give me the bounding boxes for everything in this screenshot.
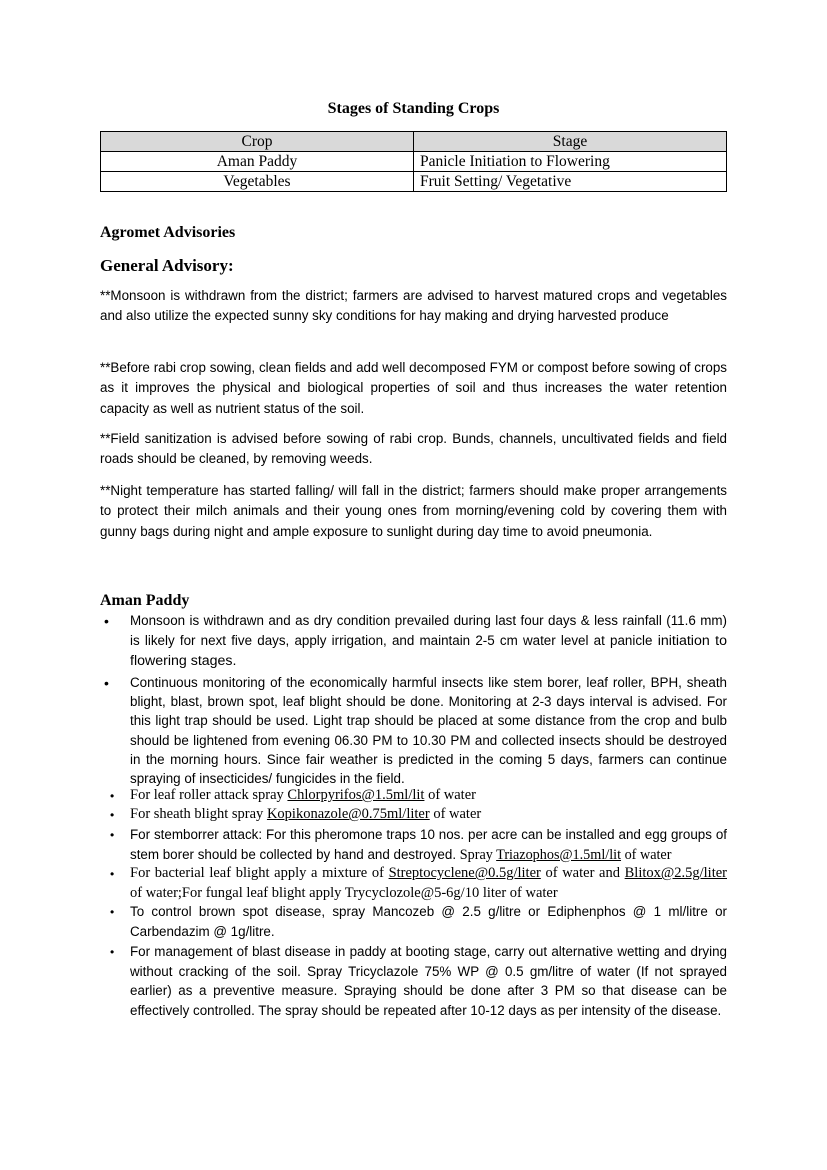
table-title: Stages of Standing Crops [327,100,500,117]
irrigation-advice-tail: initiation to flowering stages. [130,632,728,669]
leaf-blight-advice [130,864,727,903]
chemical-name: Blitox@2.5g/liter [624,865,727,881]
advisory-bullet [100,864,727,903]
brown-spot-advice: To control brown spot disease, spray Mancozeb @ 2.5 g/litre or Ediphenphos @ 1 ml/litre or Carbendazim @ 1g/litre. [130,904,727,939]
chemical-name: Streptocyclene@0.5g/liter [388,865,541,881]
stage-cell: Panicle Initiation to Flowering [414,152,727,172]
general-advisory-paragraph: **Night temperature has started falling/ will fall in the district; farmers should make proper arrangements to protect their milch animals and their young ones from morning/evening cold by covering them with gunny bags during night and ample exposure to sunlight during day time to avoid pneumonia. [100,483,727,539]
advisory-bullet [100,673,727,788]
agromet-advisories-heading: Agromet Advisories [100,224,236,241]
advisory-bullet [100,825,727,865]
bullet-text [130,611,727,672]
advisory-bullet [100,786,727,806]
bullet-marker: • [104,613,109,629]
sheath-blight-suffix: of water [429,806,482,822]
pest-monitoring-advice: Continuous monitoring of the economically harmful insects like stem borer, leaf roller, BPH, sheath blight, blast, brown spot, leaf blight should be done. Monitoring at 2-3 days interval is advised. For this light trap should be used. Light trap should be placed at some distance from the crop and bulb should be lightened from evening 06.30 PM to 10.30 PM and collected insects should be destroyed in the morning hours. Since fair weather is predicted in the coming 5 days, farmers can continue spraying of insecticides/ fungicides in the field. [130,675,727,787]
blast-disease-advice: For management of blast disease in paddy at booting stage, carry out alternative wetting and drying without cracking of the soil. Spray Tricyclazole 75% WP @ 0.5 gm/litre of water (If not sprayed earlier) as a preventive measure. Spraying should be done after 3 PM so that disease can be effectively controlled. The spray should be repeated after 10-12 days as per intensity of the disease. [130,944,727,1018]
chemical-name: Triazophos@1.5ml/lit [496,846,622,863]
stemborer-advice [130,825,727,865]
stage-cell: Fruit Setting/ Vegetative [414,172,727,192]
general-advisory-paragraph: **Before rabi crop sowing, clean fields and add well decomposed FYM or compost before sowing of crops as it improves the physical and biological properties of soil and thus increases the water retention capacity as well as nutrient status of the soil. [100,360,727,416]
advisory-bullet [100,902,727,941]
irrigation-advice: Monsoon is withdrawn and as dry condition prevailed during last four days & less rainfall (11.6 mm) is likely for next five days, apply irrigation, and maintain 2-5 cm water level at panicle [130,613,727,648]
column-header-crop: Crop [101,132,414,152]
bullet-marker: • [110,828,115,842]
general-advisory-heading: General Advisory: [100,256,234,275]
bullet-marker: • [110,867,115,881]
leaf-roller-suffix: of water [424,787,476,803]
advisory-bullet [100,805,727,825]
sheath-blight-text: For sheath blight spray [130,806,267,822]
spray-word: Spray [459,846,497,863]
table-row [101,172,727,192]
crop-cell: Aman Paddy [101,152,414,172]
bullet-marker: • [110,789,115,803]
sheath-blight-advice [130,805,727,825]
table-row [101,152,727,172]
leaf-blight-mid: of water and [540,865,625,881]
stemborer-suffix: of water [621,846,672,863]
bullet-marker: • [110,905,115,919]
column-header-stage: Stage [414,132,727,152]
crop-cell: Vegetables [101,172,414,192]
bullet-marker: • [110,808,115,822]
aman-paddy-heading: Aman Paddy [100,592,190,609]
stemborer-text: For stemborrer attack: For this pheromone traps 10 nos. per acre can be installed and egg groups of stem borer should be collected by hand and destroyed. [130,827,727,862]
leaf-roller-text: For leaf roller attack spray [130,787,288,803]
table-header-row [101,132,727,152]
bullet-marker: • [110,945,115,959]
bullet-marker: • [104,675,109,691]
advisory-bullet [100,942,727,1020]
leaf-blight-text: For bacterial leaf blight apply a mixture of [130,865,389,881]
crop-stage-table [100,131,727,192]
chemical-name: Chlorpyrifos@1.5ml/lit [287,787,425,803]
leaf-roller-advice [130,786,727,806]
advisory-bullet [100,611,727,672]
chemical-name: Kopikonazole@0.75ml/liter [266,806,430,822]
general-advisory-paragraph: **Field sanitization is advised before sowing of rabi crop. Bunds, channels, uncultivated fields and field roads should be cleaned, by removing weeds. [100,431,727,467]
leaf-blight-suffix: of water;For fungal leaf blight apply Trycyclozole@5-6g/10 liter of water [130,884,558,901]
general-advisory-paragraph: **Monsoon is withdrawn from the district; farmers are advised to harvest matured crops and vegetables and also utilize the expected sunny sky conditions for hay making and drying harvested produce [100,288,727,324]
